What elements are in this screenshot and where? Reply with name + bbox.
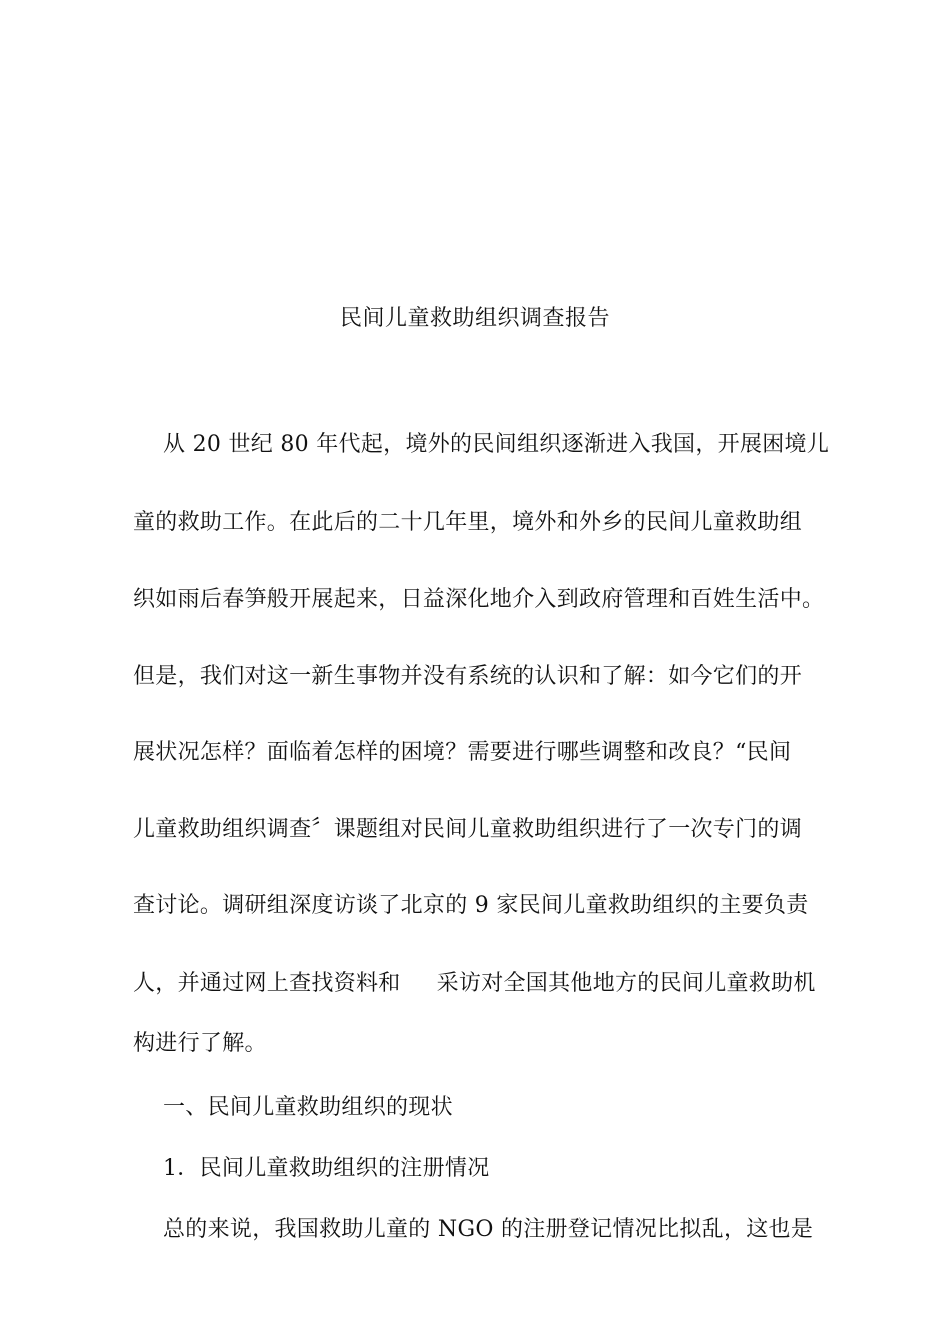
section-heading: 一、民间儿童救助组织的现状 — [163, 1095, 453, 1120]
paragraph-line-part: 人，并通过网上查找资料和 — [133, 971, 401, 996]
paragraph-line: 但是，我们对这一新生事物并没有系统的认识和了解：如今它们的开 — [133, 664, 803, 689]
paragraph-line: 童的救助工作。在此后的二十几年里，境外和外乡的民间儿童救助组 — [133, 510, 803, 535]
paragraph-line: 织如雨后春笋般开展起来，日益深化地介入到政府管理和百姓生活中。 — [133, 587, 825, 612]
paragraph-line: 从 20 世纪 80 年代起，境外的民间组织逐渐进入我国，开展困境儿 — [163, 432, 830, 457]
document-title: 民间儿童救助组织调查报告 — [339, 306, 610, 331]
paragraph-line: 构进行了解。 — [133, 1031, 267, 1056]
paragraph-line-part: 采访对全国其他地方的民间儿童救助机 — [436, 971, 816, 996]
paragraph-line: 查讨论。调研组深度访谈了北京的 9 家民间儿童救助组织的主要负责 — [133, 893, 809, 918]
subsection-heading: 1．民间儿童救助组织的注册情况 — [163, 1156, 490, 1181]
paragraph-line-split — [133, 969, 816, 999]
paragraph-line: 总的来说，我国救助儿童的 NGO 的注册登记情况比拟乱，这也是 — [163, 1217, 814, 1242]
paragraph-line: 儿童救助组织调查〞课题组对民间儿童救助组织进行了一次专门的调 — [133, 817, 803, 842]
paragraph-line: 展状况怎样？面临着怎样的困境？需要进行哪些调整和改良？“民间 — [133, 740, 792, 765]
